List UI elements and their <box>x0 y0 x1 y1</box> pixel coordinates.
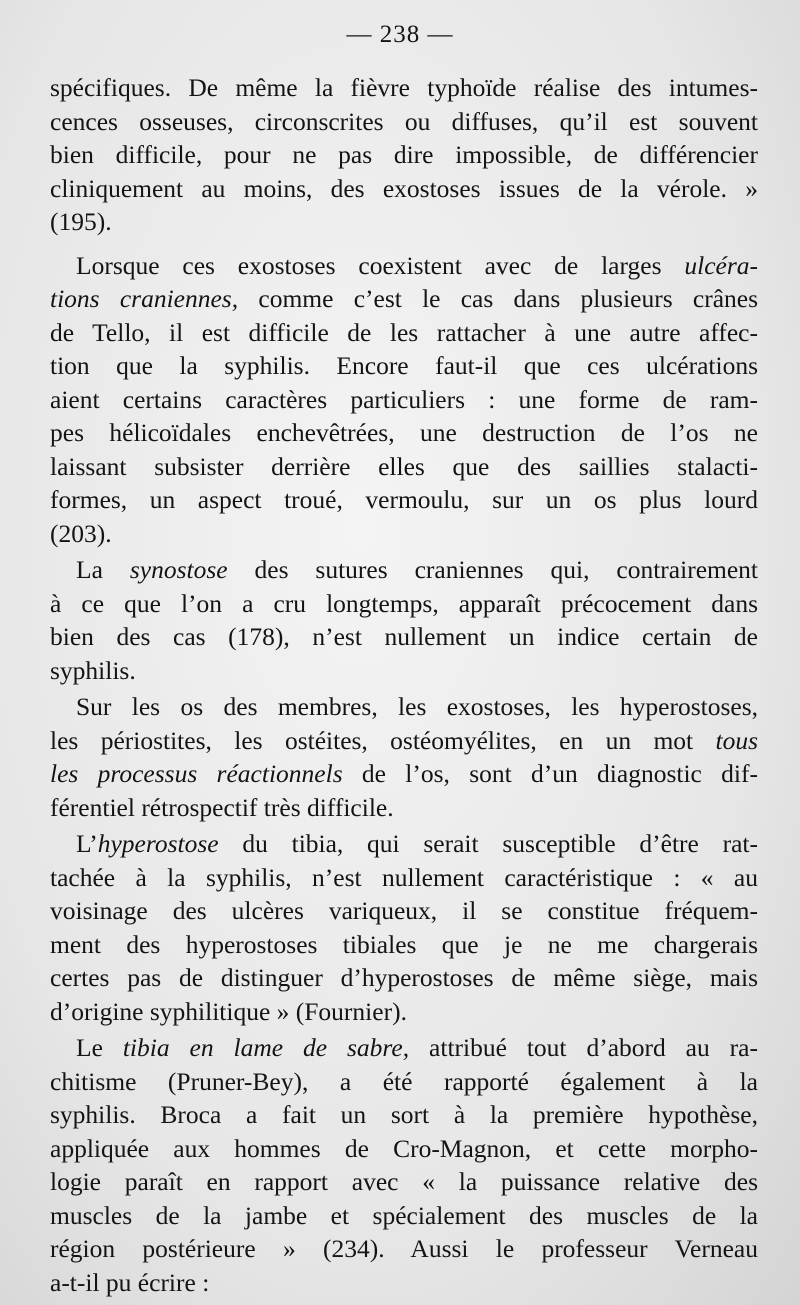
text-run: voisinage des ulcères variqueux, il se constitue fréquem- <box>50 896 758 925</box>
text-run: d’origine syphilitique » (Fournier). <box>50 996 407 1026</box>
text-line <box>50 517 758 551</box>
text-line <box>50 587 758 621</box>
text-run: bien difficile, pour ne pas dire impossible, de différencier <box>50 140 758 169</box>
text-run: tachée à la syphilis, n’est nullement caractéristique : « au <box>50 862 758 892</box>
italic-text: ulcéra- <box>684 250 758 280</box>
page-number: — 238 — <box>346 21 454 48</box>
text-run: La <box>76 555 130 584</box>
text-line <box>50 349 758 383</box>
text-run: Lorsque ces exostoses coexistent avec de larges <box>76 250 685 280</box>
text-line <box>50 1199 758 1233</box>
text-line <box>50 791 758 825</box>
italic-text: synostose <box>129 555 228 584</box>
text-line <box>50 654 758 688</box>
text-run: comme c’est le cas dans plusieurs crânes <box>238 284 759 313</box>
text-run: appliquée aux hommes de Cro-Magnon, et cette morpho- <box>50 1133 758 1163</box>
text-line <box>50 861 758 895</box>
text-run: syphilis. <box>50 655 136 685</box>
text-run: cliniquement au moins, des exostoses issues de la vérole. » <box>50 173 758 203</box>
text-run: laissant subsister derrière elles que des saillies stalacti- <box>50 451 758 481</box>
text-line <box>50 249 758 283</box>
text-run: Le <box>76 1033 123 1062</box>
text-run: L’ <box>76 829 98 858</box>
text-line <box>50 138 758 172</box>
text-run: région postérieure » (234). Aussi le professeur Verneau <box>50 1234 758 1263</box>
text-line <box>50 620 758 654</box>
text-line <box>50 1165 758 1199</box>
text-line <box>50 71 758 105</box>
text-line <box>50 690 758 724</box>
text-run: ment des hyperostoses tibiales que je ne me chargerais <box>50 929 758 959</box>
text-run: spécifiques. De même la fièvre typhoïde réalise des intumes- <box>50 73 758 102</box>
italic-text: tions craniennes, <box>50 284 239 313</box>
text-run: (195). <box>50 207 112 236</box>
text-line <box>50 416 758 450</box>
text-run: de Tello, il est difficile de les rattacher à une autre affec- <box>50 317 758 347</box>
text-line <box>50 553 758 587</box>
text-line <box>50 894 758 928</box>
italic-text: tibia en lame de sabre, <box>122 1033 410 1062</box>
text-line <box>50 757 758 791</box>
text-run: muscles de la jambe et spécialement des muscles de la <box>50 1200 758 1230</box>
italic-text: hyperostose <box>97 829 219 858</box>
text-run: cences osseuses, circonscrites ou diffuses, qu’il est souvent <box>50 106 758 136</box>
italic-text: tous <box>715 725 758 755</box>
text-line <box>50 724 758 758</box>
text-run: attribué tout d’abord au ra- <box>409 1033 758 1062</box>
text-run: de l’os, sont d’un diagnostic dif- <box>342 759 758 788</box>
text-line <box>50 995 758 1029</box>
text-run: certes pas de distinguer d’hyperostoses de même siège, mais <box>50 963 758 992</box>
text-run: du tibia, qui serait susceptible d’être rat- <box>218 829 758 858</box>
text-line <box>50 172 758 206</box>
text-line <box>50 450 758 484</box>
text-run: logie paraît en rapport avec « la puissance relative des <box>50 1167 758 1196</box>
text-line <box>50 1098 758 1132</box>
text-line <box>50 383 758 417</box>
text-line <box>50 827 758 861</box>
text-line <box>50 1031 758 1065</box>
text-line <box>50 205 758 239</box>
text-line <box>50 928 758 962</box>
text-line <box>50 282 758 316</box>
text-run: des sutures craniennes qui, contrairement <box>227 555 758 584</box>
text-line <box>50 961 758 995</box>
text-run: bien des cas (178), n’est nullement un indice certain de <box>50 622 758 651</box>
text-run: (203). <box>50 518 112 548</box>
text-run: à ce que l’on a cru longtemps, apparaît précocement dans <box>50 588 758 618</box>
text-line <box>50 1232 758 1266</box>
text-run: férentiel rétrospectif très difficile. <box>50 792 394 822</box>
text-run: formes, un aspect troué, vermoulu, sur un os plus lourd <box>50 485 758 514</box>
text-run: les périostites, les ostéites, ostéomyélites, en un mot <box>50 725 716 755</box>
text-line <box>50 1132 758 1166</box>
body-text <box>50 71 758 1299</box>
italic-text: les processus réactionnels <box>50 759 343 788</box>
text-line <box>50 1065 758 1099</box>
text-line <box>50 483 758 517</box>
text-run: aient certains caractères particuliers : une forme de ram- <box>50 384 758 414</box>
text-line <box>50 316 758 350</box>
text-run: chitisme (Pruner-Bey), a été rapporté également à la <box>50 1066 758 1096</box>
text-line <box>50 105 758 139</box>
text-run: pes hélicoïdales enchevêtrées, une destruction de l’os ne <box>50 418 758 447</box>
text-run: syphilis. Broca a fait un sort à la première hypothèse, <box>50 1100 758 1129</box>
text-run: Sur les os des membres, les exostoses, les hyperostoses, <box>76 692 758 721</box>
text-run: a-t-il pu écrire : <box>50 1267 210 1297</box>
text-line <box>50 1266 758 1300</box>
text-run: tion que la syphilis. Encore faut-il que ces ulcérations <box>50 351 758 380</box>
